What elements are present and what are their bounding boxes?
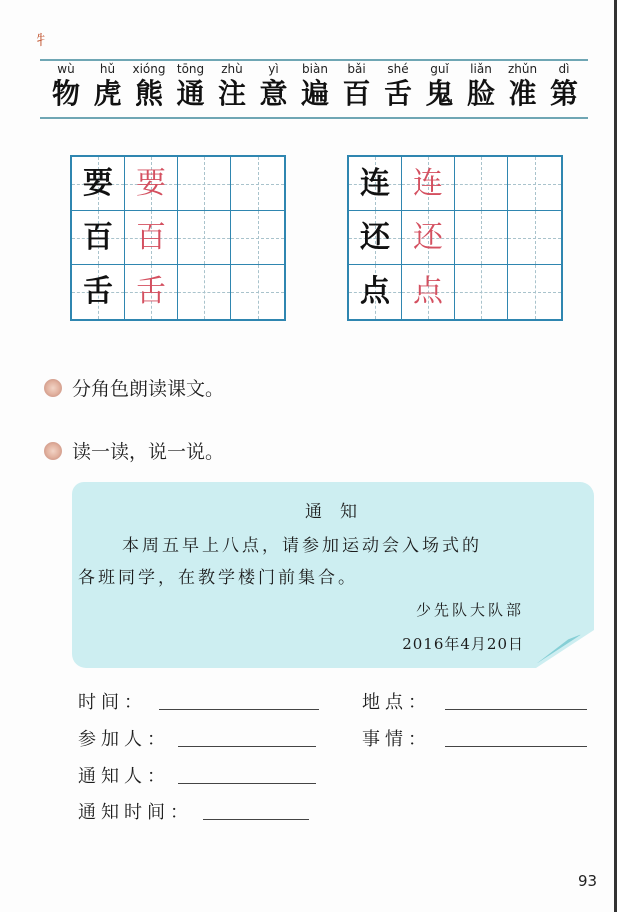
model-character: 要 bbox=[83, 165, 113, 201]
practice-cell[interactable] bbox=[231, 265, 284, 319]
grid-cell bbox=[72, 211, 125, 265]
vocab-item bbox=[295, 62, 335, 111]
trace-character: 还 bbox=[413, 219, 443, 255]
notice-date: 2016年4月20日 bbox=[402, 635, 524, 653]
model-character: 舌 bbox=[83, 274, 113, 309]
vocab-item bbox=[337, 62, 377, 111]
grid-cell bbox=[349, 211, 402, 265]
speaking-badge-icon bbox=[44, 442, 62, 460]
vocab-item bbox=[129, 62, 169, 111]
pinyin: zhù bbox=[221, 62, 243, 76]
vocab-item bbox=[212, 62, 252, 111]
activity-role-reading bbox=[44, 374, 224, 401]
hanzi: 第 bbox=[549, 77, 578, 110]
grid-cell bbox=[349, 265, 402, 319]
hanzi: 遍 bbox=[300, 77, 329, 110]
writing-grid-left bbox=[70, 155, 286, 321]
pinyin: guǐ bbox=[430, 62, 449, 76]
time-field bbox=[78, 688, 319, 714]
notice-signature: 少先队大队部 bbox=[415, 601, 524, 619]
grid-cell bbox=[125, 157, 178, 211]
matter-blank[interactable] bbox=[445, 746, 587, 748]
notice-line: 本周五早上八点，请参加运动会入场式的 bbox=[122, 536, 482, 556]
notifier-blank[interactable] bbox=[178, 783, 316, 785]
matter-field bbox=[362, 725, 587, 751]
pinyin: biàn bbox=[302, 62, 328, 76]
place-field bbox=[362, 688, 587, 714]
grid-cell bbox=[72, 157, 125, 211]
hanzi: 舌 bbox=[383, 77, 412, 110]
vocab-item bbox=[420, 62, 460, 111]
trace-character: 百 bbox=[136, 219, 166, 255]
pinyin: liǎn bbox=[470, 62, 492, 76]
radical-hint: 牜 bbox=[34, 33, 48, 49]
activity-text: 分角色朗读课文。 bbox=[72, 378, 225, 400]
notice-body bbox=[78, 530, 578, 594]
place-label: 地点： bbox=[362, 692, 431, 713]
page-curl-cutout bbox=[536, 630, 594, 668]
hanzi: 熊 bbox=[134, 77, 163, 110]
writing-grid-right bbox=[347, 155, 563, 321]
practice-cell[interactable] bbox=[508, 157, 561, 211]
hanzi: 通 bbox=[176, 77, 205, 110]
hanzi: 物 bbox=[51, 77, 80, 110]
vocab-item bbox=[461, 62, 501, 111]
vocab-item bbox=[46, 62, 86, 111]
pinyin: shé bbox=[387, 62, 409, 76]
practice-cell[interactable] bbox=[508, 265, 561, 319]
notice-time-field bbox=[78, 798, 309, 824]
participants-label: 参加人： bbox=[78, 729, 170, 750]
activity-read-and-say bbox=[44, 437, 224, 464]
practice-cell[interactable] bbox=[455, 157, 508, 211]
grid-cell bbox=[72, 265, 125, 319]
trace-character: 要 bbox=[136, 165, 166, 201]
vocab-item bbox=[544, 62, 584, 111]
pinyin: yì bbox=[268, 62, 279, 76]
vocab-item bbox=[88, 62, 128, 111]
reading-badge-icon bbox=[44, 379, 62, 397]
practice-cell[interactable] bbox=[178, 157, 231, 211]
hanzi: 准 bbox=[508, 77, 537, 110]
grid-cell bbox=[402, 265, 455, 319]
grid-cell bbox=[349, 157, 402, 211]
notifier-label: 通知人： bbox=[78, 766, 170, 787]
hanzi: 意 bbox=[259, 77, 288, 110]
model-character: 点 bbox=[360, 274, 390, 309]
notice-card bbox=[72, 482, 594, 668]
grid-cell bbox=[402, 211, 455, 265]
pinyin: zhǔn bbox=[507, 62, 538, 76]
pinyin: bǎi bbox=[347, 62, 366, 76]
hanzi: 虎 bbox=[93, 77, 122, 110]
participants-blank[interactable] bbox=[178, 746, 316, 748]
activity-text: 读一读，说一说。 bbox=[72, 441, 225, 463]
header-rule-bottom bbox=[40, 117, 588, 119]
practice-cell[interactable] bbox=[231, 211, 284, 265]
grid-cell bbox=[402, 157, 455, 211]
grid-cell bbox=[125, 211, 178, 265]
vocab-item bbox=[503, 62, 543, 111]
notice-line: 各班同学，在教学楼门前集合。 bbox=[78, 568, 358, 588]
vocabulary-row bbox=[40, 62, 588, 111]
pinyin: tōng bbox=[176, 62, 205, 76]
pinyin: xióng bbox=[132, 62, 166, 76]
practice-cell[interactable] bbox=[178, 265, 231, 319]
practice-cell[interactable] bbox=[455, 211, 508, 265]
model-character: 连 bbox=[360, 165, 390, 201]
vocab-item bbox=[378, 62, 418, 111]
hanzi: 注 bbox=[217, 77, 246, 110]
hanzi: 鬼 bbox=[425, 77, 454, 110]
notice-time-label: 通知时间： bbox=[78, 802, 193, 823]
model-character: 还 bbox=[360, 219, 390, 255]
page-number: 93 bbox=[578, 872, 598, 890]
matter-label: 事情： bbox=[362, 729, 431, 750]
practice-cell[interactable] bbox=[178, 211, 231, 265]
hanzi: 百 bbox=[342, 77, 371, 110]
practice-cell[interactable] bbox=[455, 265, 508, 319]
vocab-item bbox=[254, 62, 294, 111]
pinyin: wù bbox=[57, 62, 75, 76]
time-blank[interactable] bbox=[159, 709, 319, 711]
place-blank[interactable] bbox=[445, 709, 587, 711]
trace-character: 舌 bbox=[136, 274, 166, 309]
trace-character: 点 bbox=[413, 274, 443, 309]
practice-cell[interactable] bbox=[508, 211, 561, 265]
grid-cell bbox=[125, 265, 178, 319]
vocab-item bbox=[171, 62, 211, 111]
model-character: 百 bbox=[83, 219, 113, 255]
participants-field bbox=[78, 725, 316, 751]
time-label: 时间： bbox=[78, 692, 147, 713]
notice-title: 通知 bbox=[305, 502, 375, 522]
pinyin: dì bbox=[558, 62, 570, 76]
hanzi: 脸 bbox=[466, 77, 495, 110]
trace-character: 连 bbox=[413, 165, 443, 201]
practice-cell[interactable] bbox=[231, 157, 284, 211]
notifier-field bbox=[78, 762, 316, 788]
header-rule-top bbox=[40, 59, 588, 61]
pinyin: hǔ bbox=[99, 62, 116, 76]
notice-time-blank[interactable] bbox=[203, 819, 309, 821]
